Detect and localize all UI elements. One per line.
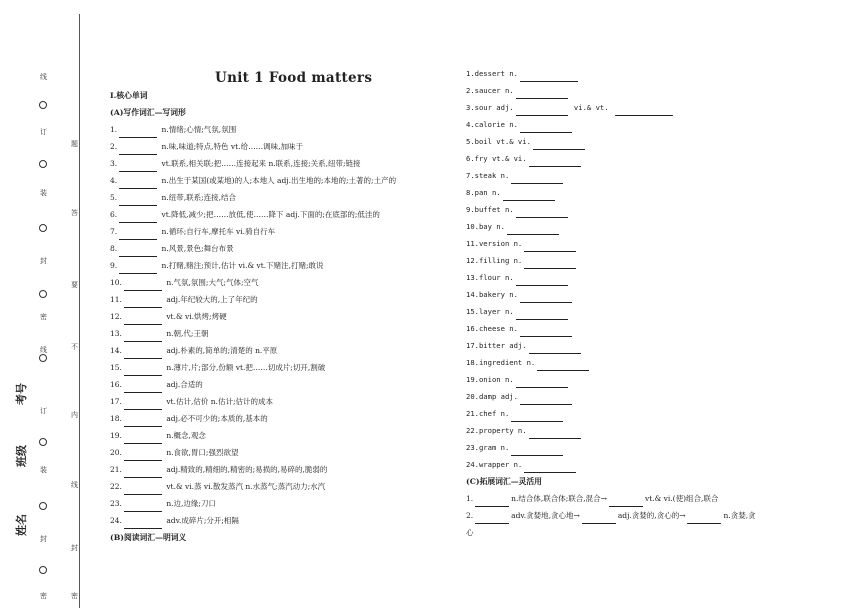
binding-margin (0, 0, 80, 608)
answer-blank[interactable] (119, 230, 157, 240)
answer-blank[interactable] (124, 468, 162, 478)
answer-blank[interactable] (529, 344, 581, 354)
answer-blank[interactable] (533, 140, 585, 150)
answer-blank[interactable] (516, 378, 568, 388)
answer-blank[interactable] (124, 400, 162, 410)
vocab-row: 3. vt.联系,相关联;把……连接起来 n.联系,连接;关系,纽带;链接 (110, 155, 396, 172)
answer-blank[interactable] (511, 174, 563, 184)
vocab-row: 8.pan n. (466, 184, 756, 201)
seal-char: 密 (71, 592, 78, 600)
answer-blank[interactable] (507, 225, 559, 235)
answer-blank[interactable] (511, 446, 563, 456)
answer-blank[interactable] (516, 89, 568, 99)
vocab-row: 14.bakery n. (466, 286, 756, 303)
answer-blank[interactable] (520, 327, 572, 337)
binding-hole-icon (39, 354, 47, 362)
vocab-row: 4.calorie n. (466, 116, 756, 133)
vocab-row: 10. n.气氛,氛围;大气;气体;空气 (110, 274, 396, 291)
vocab-row: 9.buffet n. (466, 201, 756, 218)
vocab-row: 19. n.概念,观念 (110, 427, 396, 444)
answer-blank[interactable] (524, 259, 576, 269)
vocab-row: 20.damp adj. (466, 388, 756, 405)
answer-blank[interactable] (475, 514, 509, 524)
answer-blank[interactable] (516, 310, 568, 320)
vocab-row: 22. vt.& vi.蒸 vi.散发蒸汽 n.水蒸气;蒸汽动力;水汽 (110, 478, 396, 495)
vocab-row: 17. vt.估计,估价 n.估计;估计的成本 (110, 393, 396, 410)
page-title: Unit 1 Food matters (215, 70, 373, 86)
subsection-a: (A)写作词汇—写词形 (110, 108, 186, 117)
extend-item-2-wrap: 心 (466, 528, 474, 537)
answer-blank[interactable] (475, 497, 509, 507)
binding-hole-icon (39, 566, 47, 574)
section-core-words: Ⅰ.核心单词 (110, 91, 148, 100)
vocab-row: 21.chef n. (466, 405, 756, 422)
vocab-row: 16.cheese n. (466, 320, 756, 337)
subsection-b: (B)阅读词汇—明词义 (110, 533, 187, 542)
binding-hole-icon (39, 101, 47, 109)
answer-blank[interactable] (124, 332, 162, 342)
vocab-row: 8. n.风景,景色;舞台布景 (110, 240, 396, 257)
vocab-row: 21. adj.精致的,精细的,精密的;易损的,易碎的,脆弱的 (110, 461, 396, 478)
seal-char: 线 (71, 481, 78, 489)
vocab-row: 13.flour n. (466, 269, 756, 286)
answer-blank[interactable] (520, 293, 572, 303)
seal-char: 封 (40, 257, 47, 265)
vocab-row: 5. n.纽带,联系;连接,结合 (110, 189, 396, 206)
seal-char: 装 (40, 189, 47, 197)
vocab-row: 1. n.情绪;心情;气氛,氛围 (110, 121, 396, 138)
answer-blank[interactable] (124, 315, 162, 325)
vocab-row: 16. adj.合适的 (110, 376, 396, 393)
seal-char: 密 (40, 592, 47, 600)
right-column (466, 65, 756, 541)
seal-char: 要 (71, 281, 78, 289)
student-field-label: 班级 (15, 445, 28, 467)
vocab-row: 2.saucer n. (466, 82, 756, 99)
answer-blank[interactable] (119, 128, 157, 138)
seal-char: 密 (40, 313, 47, 321)
answer-blank[interactable] (520, 72, 578, 82)
writing-vocab-list (110, 121, 396, 529)
vocab-row: 24. adv.成碎片;分开;相隔 (110, 512, 396, 529)
answer-blank[interactable] (537, 361, 589, 371)
answer-blank[interactable] (687, 514, 721, 524)
binding-hole-icon (39, 290, 47, 298)
student-field-label: 考号 (15, 383, 28, 405)
vocab-row: 11.version n. (466, 235, 756, 252)
binding-hole-icon (39, 438, 47, 446)
subsection-c: (C)拓展词汇—灵活用 (466, 477, 542, 486)
seal-char: 装 (40, 466, 47, 474)
seal-char: 订 (40, 407, 47, 415)
answer-blank[interactable] (119, 145, 157, 155)
vocab-row: 23. n.边,边缘;刀口 (110, 495, 396, 512)
answer-blank[interactable] (124, 485, 162, 495)
answer-blank[interactable] (119, 213, 157, 223)
answer-blank[interactable] (119, 264, 157, 274)
vocab-row: 11. adj.年纪较大的,上了年纪的 (110, 291, 396, 308)
answer-blank[interactable] (124, 434, 162, 444)
answer-blank[interactable] (511, 412, 563, 422)
seal-char: 封 (71, 544, 78, 552)
vocab-row: 7.steak n. (466, 167, 756, 184)
vocab-row: 12.filling n. (466, 252, 756, 269)
answer-blank[interactable] (119, 247, 157, 257)
answer-blank[interactable] (516, 106, 568, 116)
vocab-row: 13. n.朝,代;王朝 (110, 325, 396, 342)
vocab-row: 7. n.循环;自行车,摩托车 vi.骑自行车 (110, 223, 396, 240)
answer-blank[interactable] (609, 497, 643, 507)
binding-hole-icon (39, 160, 47, 168)
vocab-row: 10.bay n. (466, 218, 756, 235)
vocab-row: 19.onion n. (466, 371, 756, 388)
vocab-row: 12. vt.& vi.烘烤;烤硬 (110, 308, 396, 325)
seal-char: 答 (71, 209, 78, 217)
seal-char: 线 (40, 346, 47, 354)
binding-hole-icon (39, 502, 47, 510)
binding-line (79, 14, 80, 608)
answer-blank[interactable] (524, 242, 576, 252)
vocab-row: 18.ingredient n. (466, 354, 756, 371)
answer-blank[interactable] (124, 451, 162, 461)
answer-blank[interactable] (615, 106, 673, 116)
seal-char: 内 (71, 411, 78, 419)
answer-blank[interactable] (503, 191, 555, 201)
answer-blank[interactable] (124, 366, 162, 376)
answer-blank[interactable] (124, 519, 162, 529)
answer-blank[interactable] (124, 502, 162, 512)
answer-blank[interactable] (124, 281, 162, 291)
vocab-row: 20. n.食欲,胃口;强烈欲望 (110, 444, 396, 461)
vocab-row: 23.gram n. (466, 439, 756, 456)
vocab-row: 22.property n. (466, 422, 756, 439)
vocab-row: 5.boil vt.& vi. (466, 133, 756, 150)
vocab-row: 9. n.打赌,赌注;预计,估计 vi.& vt.下赌注,打赌;敢说 (110, 257, 396, 274)
vocab-row: 6.fry vt.& vi. (466, 150, 756, 167)
vocab-row: 17.bitter adj. (466, 337, 756, 354)
vocab-row: 18. adj.必不可少的;本质的,基本的 (110, 410, 396, 427)
answer-blank[interactable] (524, 463, 576, 473)
seal-char: 封 (40, 535, 47, 543)
answer-blank[interactable] (119, 179, 157, 189)
vocab-row: 2. n.味,味道;特点,特色 vt.给……调味,加味于 (110, 138, 396, 155)
left-column (110, 88, 396, 546)
answer-blank[interactable] (119, 196, 157, 206)
binding-hole-icon (39, 224, 47, 232)
answer-blank[interactable] (124, 349, 162, 359)
vocab-row: 15. n.薄片,片;部分,份额 vt.把……切成片;切开,割破 (110, 359, 396, 376)
answer-blank[interactable] (582, 514, 616, 524)
answer-blank[interactable] (529, 157, 581, 167)
answer-blank[interactable] (124, 417, 162, 427)
vocab-row: 24.wrapper n. (466, 456, 756, 473)
vocab-row: 3.sour adj. vi.& vt. (466, 99, 756, 116)
vocab-row: 14. adj.朴素的,简单的;清楚的 n.平原 (110, 342, 396, 359)
vocab-row: 4. n.出生于某国(或某地)的人;本地人 adj.出生地的;本地的;土著的;土产的 (110, 172, 396, 189)
seal-char: 不 (71, 343, 78, 351)
seal-char: 线 (40, 73, 47, 81)
answer-blank[interactable] (516, 208, 568, 218)
answer-blank[interactable] (124, 383, 162, 393)
answer-blank[interactable] (520, 395, 572, 405)
vocab-row: 1.dessert n. (466, 65, 756, 82)
answer-blank[interactable] (520, 123, 572, 133)
vocab-row: 6. vt.降低,减少;把……放低,使……降下 adj.下面的;在底部的;低洼的 (110, 206, 396, 223)
answer-blank[interactable] (119, 162, 157, 172)
seal-char: 订 (40, 128, 47, 136)
extend-item-2: 2. adv.贪婪地,贪心地→ adj.贪婪的,贪心的→ n.贪婪,贪 (466, 507, 756, 524)
vocab-row: 15.layer n. (466, 303, 756, 320)
seal-char: 题 (71, 140, 78, 148)
student-field-label: 姓名 (15, 514, 28, 536)
answer-blank[interactable] (516, 276, 568, 286)
reading-vocab-list (466, 65, 756, 473)
answer-blank[interactable] (529, 429, 581, 439)
answer-blank[interactable] (124, 298, 162, 308)
extend-item-1: 1. n.结合体,联合体;联合,混合→ vt.& vi.(使)组合,联合 (466, 490, 756, 507)
